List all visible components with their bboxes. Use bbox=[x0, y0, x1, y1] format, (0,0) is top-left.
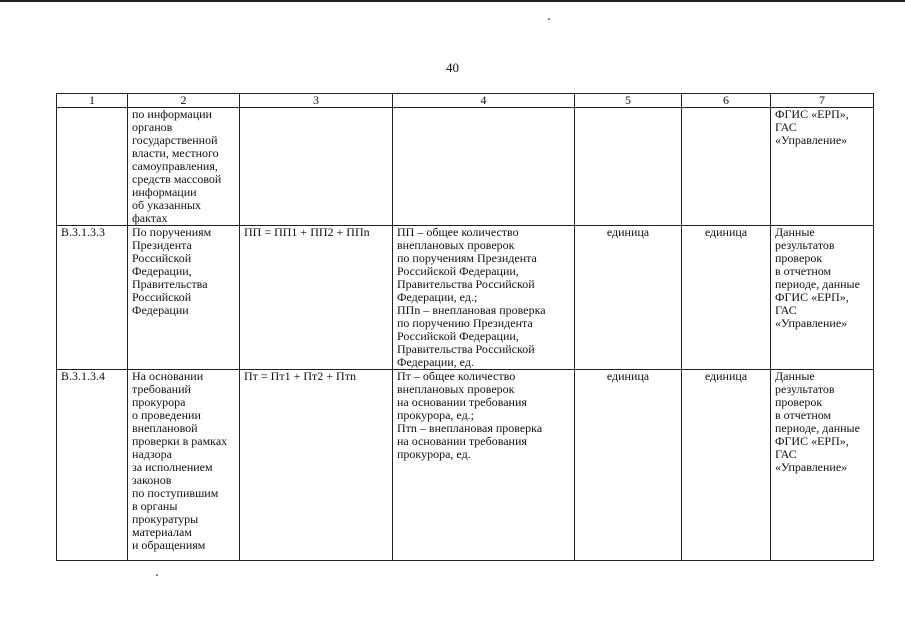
column-header: 2 bbox=[128, 94, 240, 108]
page-number: 40 bbox=[446, 60, 459, 75]
column-header: 1 bbox=[57, 94, 128, 108]
indicator-source: ФГИС «ЕРП», ГАС «Управление» bbox=[771, 108, 874, 226]
column-header: 4 bbox=[393, 94, 575, 108]
indicator-code: В.3.1.3.4 bbox=[57, 370, 128, 561]
indicator-description: ПП – общее количество внеплановых проверок по поручениям Президента Российской Федерации, Правительства Российской Федерации, ед.; ППn – внеплановая проверка по поручению Президента Российской Федерации, Правительства Российской Федерации, ед. bbox=[393, 226, 575, 370]
indicator-measure: единица bbox=[682, 226, 771, 370]
column-header: 6 bbox=[682, 94, 771, 108]
column-header: 3 bbox=[240, 94, 393, 108]
scan-speck bbox=[156, 574, 158, 576]
indicator-code: В.3.1.3.3 bbox=[57, 226, 128, 370]
table-header-row bbox=[57, 94, 874, 108]
column-header: 5 bbox=[575, 94, 682, 108]
indicator-unit: единица bbox=[575, 226, 682, 370]
indicator-description bbox=[393, 108, 575, 226]
indicator-unit bbox=[575, 108, 682, 226]
indicator-code bbox=[57, 108, 128, 226]
indicator-source: Данные результатов проверок в отчетном периоде, данные ФГИС «ЕРП», ГАС «Управление» bbox=[771, 226, 874, 370]
indicator-name: По поручениям Президента Российской Федерации, Правительства Российской Федерации bbox=[128, 226, 240, 370]
column-header: 7 bbox=[771, 94, 874, 108]
indicator-measure bbox=[682, 108, 771, 226]
indicator-name: На основании требований прокурора о проведении внеплановой проверки в рамках надзора за исполнением законов по поступившим в органы прокуратуры материалам и обращениям bbox=[128, 370, 240, 561]
indicator-source: Данные результатов проверок в отчетном периоде, данные ФГИС «ЕРП», ГАС «Управление» bbox=[771, 370, 874, 561]
indicator-description: Пт – общее количество внеплановых проверок на основании требования прокурора, ед.; Птn – внеплановая проверка на основании требования прокурора, ед. bbox=[393, 370, 575, 561]
indicator-formula: Пт = Пт1 + Пт2 + Птn bbox=[240, 370, 393, 561]
indicator-formula bbox=[240, 108, 393, 226]
indicator-name: по информации органов государственной власти, местного самоуправления, средств массовой информации об указанных фактах bbox=[128, 108, 240, 226]
table-row bbox=[57, 108, 874, 226]
indicator-table bbox=[56, 93, 874, 561]
indicator-unit: единица bbox=[575, 370, 682, 561]
scan-top-edge bbox=[0, 0, 905, 2]
scan-speck bbox=[548, 18, 550, 20]
table-row bbox=[57, 226, 874, 370]
table-row bbox=[57, 370, 874, 561]
indicator-measure: единица bbox=[682, 370, 771, 561]
indicator-formula: ПП = ПП1 + ПП2 + ППn bbox=[240, 226, 393, 370]
